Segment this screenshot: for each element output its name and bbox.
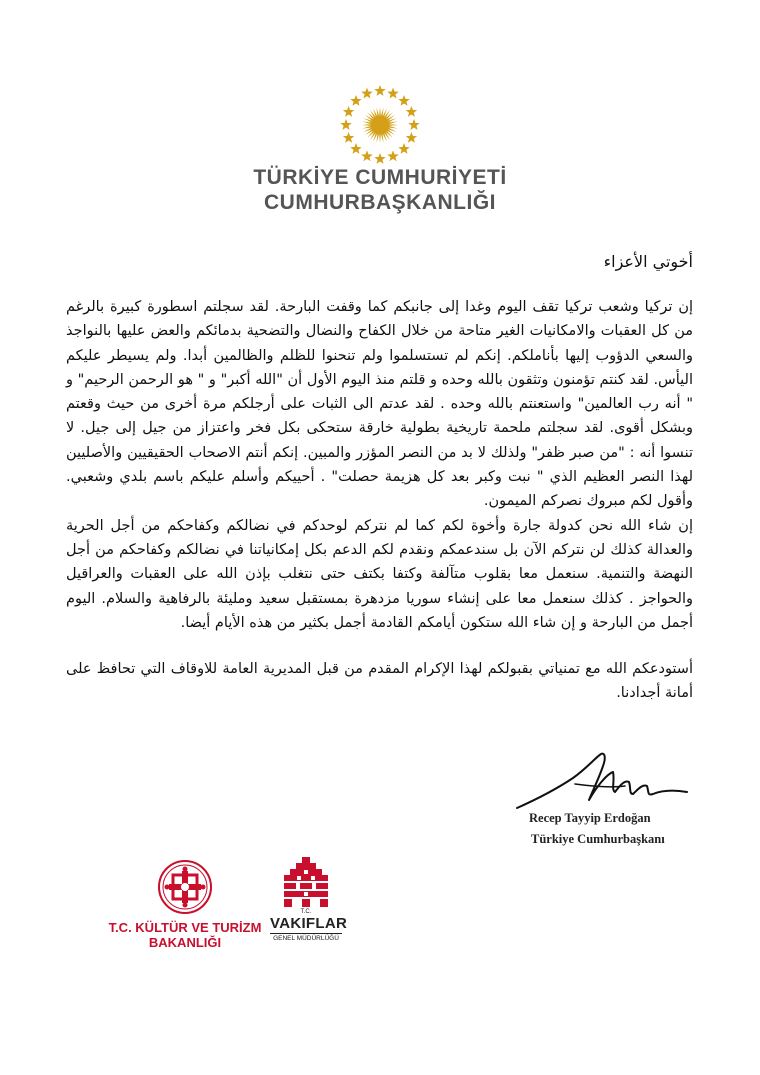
vakiflar-logo-icon	[283, 857, 329, 907]
vakiflar-subtitle: GENEL MÜDÜRLÜĞÜ	[270, 933, 342, 942]
paragraph-2	[66, 514, 693, 635]
emblem-star	[340, 119, 351, 130]
text-line: والسلام. اليوم أجمل من البارحة و إن شاء الله ستكون أيامكم القادمة أجمل بكثير من هذه الأيام أيضا.	[66, 590, 693, 631]
text-line: يسيطر عليكم اليأس. لقد كنتم تؤمنون وتثقون بالله وحده و قلتم منذ اليوم الأول أن "الله أكبر" و " هو	[66, 347, 693, 388]
emblem-star	[406, 132, 417, 143]
emblem-star	[398, 143, 409, 154]
vakiflar-name: VAKIFLAR	[270, 915, 348, 932]
text-line: إن شاء الله نحن كدولة جارة وأخوة لكم كما لم نتركم لوحدكم في نضالكم وكفاحكم من أجل الحرية	[66, 517, 693, 534]
text-line: أجل النهضة والتنمية. سنعمل معا بقلوب متآلفة وكتفا بكتف حتى نتغلب بإذن الله على العقبات	[66, 541, 694, 583]
emblem-star	[343, 132, 354, 143]
presidency-header-line2: CUMHURBAŞKANLIĞI	[264, 191, 496, 214]
vakiflar-tc: T.C.	[300, 909, 312, 915]
emblem-star	[350, 95, 361, 106]
ministry-name-line1: T.C. KÜLTÜR VE TURİZM	[108, 920, 262, 935]
text-line: أمانة أجدادنا.	[616, 685, 693, 702]
emblem-star	[361, 150, 372, 161]
salutation: أخوتي الأعزاء	[603, 252, 693, 271]
text-line: أستودعكم الله مع تمنياتي بقبولكم لهذا الإكرام المقدم من قبل المديرية العامة للاوقاف التي تحافظ على	[66, 661, 693, 678]
ministry-logo-icon	[157, 859, 213, 915]
text-line: . أحييكم وأسلم عليكم باسم بلدي وشعبي. وأقول لكم مبروك نصركم الميمون.	[66, 469, 693, 510]
text-line: والعراقيل والحواجز . كذلك سنعمل معا على إنشاء سوريا مزدهرة بمستقبل سعيد ومليئة بالرفاهية	[66, 566, 693, 607]
paragraph-3	[66, 657, 693, 706]
emblem-star	[350, 143, 361, 154]
ministry-name-line2: BAKANLIĞI	[148, 935, 222, 950]
text-line: بالرغم من كل العقبات والامكانيات الغير متاحة من خلال الكفاح والنضال والتضحية بدمائكم والعض	[66, 299, 694, 340]
signatory-title: Türkiye Cumhurbaşkanı	[531, 832, 665, 846]
text-line: إنكم أنتم الاصحاب الحقيقيين والأصليين لهذا النصر العظيم الذي " نبت وكبر بعد كل هزيمة حصلت"	[66, 444, 693, 486]
paragraph-1	[66, 295, 693, 514]
emblem-star	[361, 88, 372, 99]
text-line: إن تركيا وشعب تركيا تقف اليوم وغدا إلى جانبكم كما وقفت البارحة. لقد سجلتم اسطورة كبيرة	[110, 299, 693, 315]
presidency-header-line1: TÜRKİYE CUMHURİYETİ	[253, 166, 507, 189]
emblem-star	[343, 106, 354, 117]
text-line: الرحمن الرحيم" و " أنه رب العالمين" واستعنتم بالله وحده . لقد عدتم الى الثبات على أرجلكم مرة	[66, 371, 693, 413]
text-line: عليها بالنواجذ والسعي الدؤوب إليها بأناملكم. إنكم لم تستسلموا ولم تنحنوا للظلم والظالمين أبدا. ولم	[66, 323, 693, 364]
emblem-star	[374, 153, 385, 164]
letter-body	[66, 295, 693, 706]
emblem-star	[374, 85, 385, 96]
emblem-star	[406, 106, 417, 117]
sun-star-emblem-icon	[335, 82, 425, 168]
emblem-star	[408, 119, 419, 130]
signatory-name: Recep Tayyip Erdoğan	[529, 811, 651, 825]
emblem-star	[387, 150, 398, 161]
emblem-star	[387, 88, 398, 99]
emblem-star	[398, 95, 409, 106]
handwritten-signature	[515, 750, 690, 815]
text-line: أخرى من حيث وقعتم وبشكل أقوى. لقد سجلتم ملحمة تاريخية بطولية خارقة ستحكى بكل فخر	[66, 396, 694, 437]
text-line: والعدالة كذلك لن نتركم الآن بل سندعمكم ونقدم لكم الدعم بكل إمكانياتنا في نضالكم وكفاحكم من	[95, 541, 693, 558]
text-line: واعتزاز من جيل إلى جيل. لا تنسوا أنه : "من صبر ظفر" ولذلك لا بد من النصر المؤزر والمبين.	[66, 420, 693, 461]
